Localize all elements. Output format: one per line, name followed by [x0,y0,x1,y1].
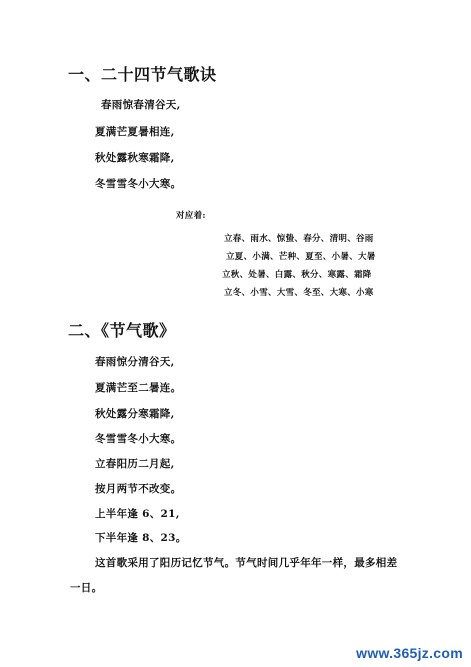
poem-line-3: 秋处露秋寒霜降, [95,152,175,164]
song-line-3: 秋处露分寒霜降, [95,408,175,420]
poem-line-2: 夏满芒夏暑相连, [95,126,175,138]
explanation-paragraph-line-1: 这首歌采用了阳历记忆节气。节气时间几乎年年一样，最多相差 [95,557,398,569]
song-line-4: 冬雪雪冬小大寒。 [95,433,182,445]
poem-line-4: 冬雪雪冬小大寒。 [95,178,182,190]
song-line-7: 上半年逢 6、21, [95,508,180,520]
mapping-row-3: 立秋、处暑、白露、秋分、寒露、霜降 [222,270,372,280]
song-line-2: 夏满芒至二暑连。 [95,382,182,394]
explanation-paragraph-line-2: 一日。 [70,582,103,594]
section-2-heading: 二、《节气歌》 [68,321,176,340]
song-line-6: 按月两节不改变。 [95,483,182,495]
mapping-label: 对应着: [176,211,206,221]
mapping-row-1: 立春、雨水、惊蛰、春分、清明、谷雨 [224,234,374,244]
song-line-1: 春雨惊分清谷天, [95,356,175,368]
poem-line-1: 春雨惊春清谷天, [101,99,181,111]
site-watermark: www.365jz.com [356,645,463,661]
song-line-5: 立春阳历二月起, [95,458,175,470]
mapping-row-2: 立夏、小满、芒种、夏至、小暑、大暑 [226,252,376,262]
section-1-heading: 一、二十四节气歌诀 [68,65,217,84]
mapping-row-4: 立冬、小雪、大雪、冬至、大寒、小寒 [224,288,374,298]
song-line-8: 下半年逢 8、23。 [95,532,187,544]
